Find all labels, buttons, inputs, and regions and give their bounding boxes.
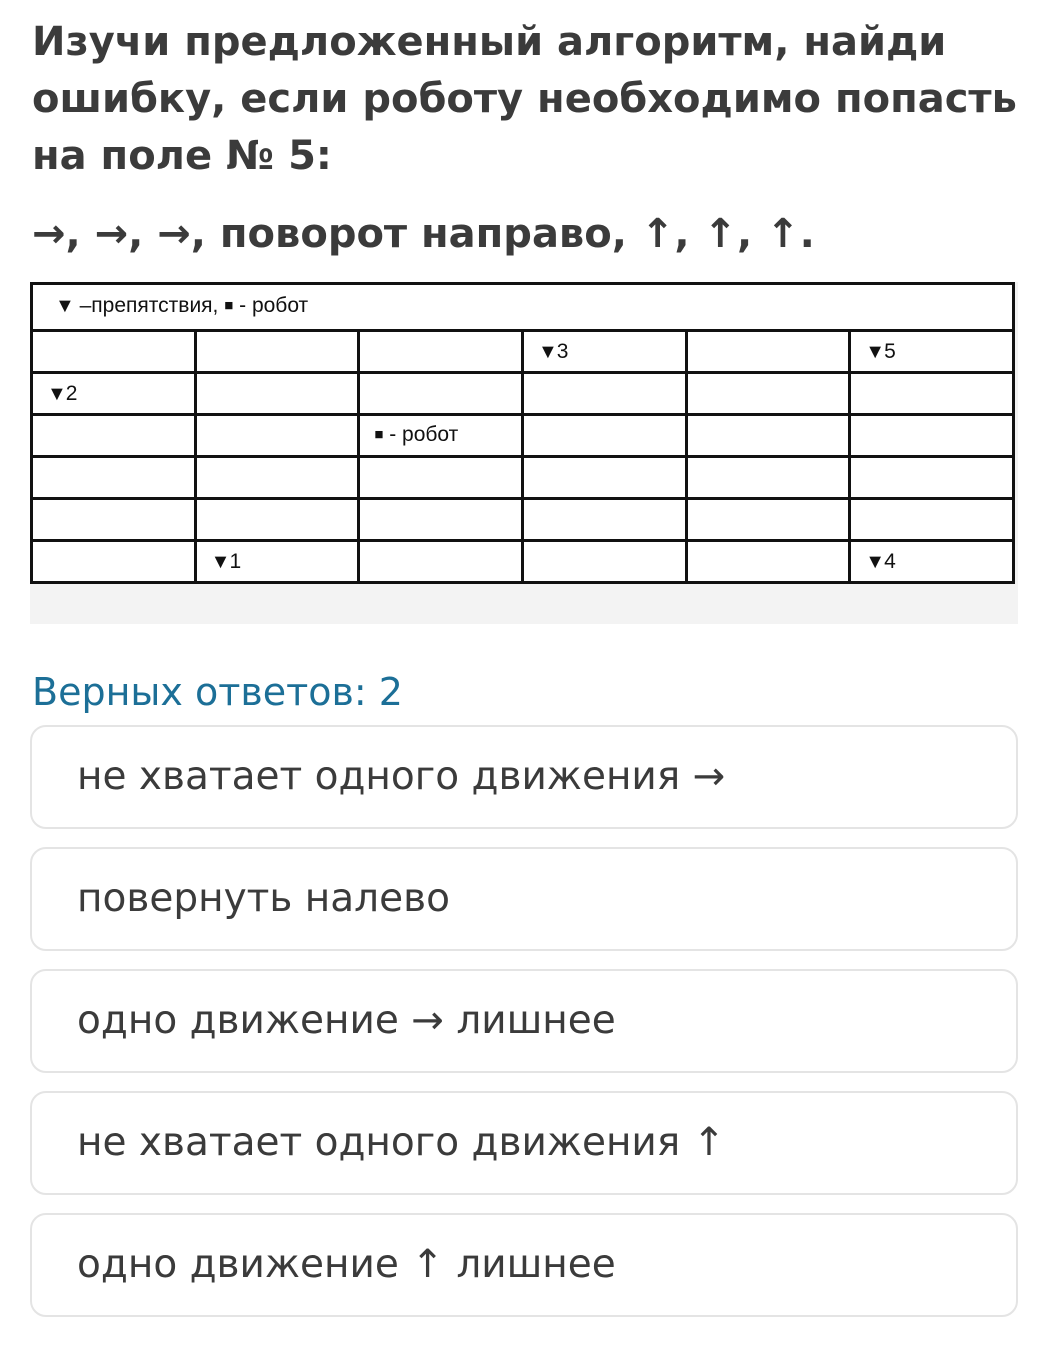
grid-cell <box>850 373 1014 415</box>
robot-grid <box>30 282 1015 584</box>
grid-cell <box>195 499 359 541</box>
answer-option-label: не хватает одного движения ↑ <box>77 1120 726 1165</box>
answer-option-3[interactable] <box>30 969 1018 1073</box>
grid-cell <box>522 373 686 415</box>
grid-cell <box>195 415 359 457</box>
question-line-3: на поле № 5: <box>32 133 332 179</box>
algorithm-text: →, →, →, поворот направо, ↑, ↑, ↑. <box>32 211 815 257</box>
grid-cell <box>850 457 1014 499</box>
grid-cell <box>850 499 1014 541</box>
grid-cell <box>522 415 686 457</box>
answer-option-label: не хватает одного движения → <box>77 754 726 799</box>
grid-cell <box>686 499 850 541</box>
grid-cell <box>522 457 686 499</box>
obstacle-triangle-icon: ▼ <box>55 295 74 317</box>
grid-cell <box>32 499 196 541</box>
grid-cell-robot <box>359 415 523 457</box>
grid-cell-obstacle-1 <box>195 541 359 583</box>
grid-cell <box>686 415 850 457</box>
grid-cell-obstacle-5 <box>850 331 1014 373</box>
question-line-1: Изучи предложенный алгоритм, найди <box>32 19 947 65</box>
grid-cell-obstacle-2 <box>32 373 196 415</box>
grid-cell <box>359 373 523 415</box>
robot-square-icon: ■ <box>374 425 384 443</box>
obstacle-triangle-icon: ▼ <box>537 340 557 363</box>
grid-cell <box>195 373 359 415</box>
obstacle-number: 4 <box>884 549 896 573</box>
grid-cell <box>686 457 850 499</box>
legend-robot-label: - робот <box>233 294 309 317</box>
grid-cell <box>686 541 850 583</box>
answer-option-2[interactable] <box>30 847 1018 951</box>
answer-option-label: повернуть налево <box>77 876 450 921</box>
grid-cell <box>195 457 359 499</box>
answer-option-label: одно движение → лишнее <box>77 998 616 1043</box>
grid-cell <box>32 457 196 499</box>
grid-cell <box>359 541 523 583</box>
obstacle-number: 5 <box>884 339 896 363</box>
grid-cell <box>195 331 359 373</box>
grid-cell <box>522 541 686 583</box>
obstacle-number: 2 <box>65 381 78 405</box>
grid-cell <box>359 457 523 499</box>
legend-obstacles-label: –препятствия, <box>73 294 225 317</box>
obstacle-triangle-icon: ▼ <box>47 382 66 405</box>
robot-square-icon: ■ <box>224 297 234 314</box>
grid-cell-obstacle-3 <box>522 331 686 373</box>
grid-cell <box>850 415 1014 457</box>
obstacle-number: 3 <box>556 339 569 363</box>
grid-figure <box>30 282 1018 624</box>
grid-cell <box>359 499 523 541</box>
grid-cell-obstacle-4 <box>850 541 1014 583</box>
answer-option-1[interactable] <box>30 725 1018 829</box>
answer-option-label: одно движение ↑ лишнее <box>77 1242 616 1287</box>
obstacle-number: 1 <box>229 549 242 573</box>
answer-option-5[interactable] <box>30 1213 1018 1317</box>
answer-option-4[interactable] <box>30 1091 1018 1195</box>
grid-cell <box>32 415 196 457</box>
question-text <box>32 14 1022 185</box>
obstacle-triangle-icon: ▼ <box>210 550 230 573</box>
grid-cell <box>686 331 850 373</box>
grid-legend <box>32 284 1014 331</box>
obstacle-triangle-icon: ▼ <box>865 340 885 363</box>
robot-label: - робот <box>383 422 459 446</box>
obstacle-triangle-icon: ▼ <box>865 550 885 573</box>
grid-cell <box>522 499 686 541</box>
question-line-2: ошибку, если роботу необходимо попасть <box>32 76 1017 122</box>
grid-cell <box>32 331 196 373</box>
grid-cell <box>359 331 523 373</box>
correct-answers-count: Верных ответов: 2 <box>32 670 403 714</box>
grid-cell <box>32 541 196 583</box>
grid-cell <box>686 373 850 415</box>
